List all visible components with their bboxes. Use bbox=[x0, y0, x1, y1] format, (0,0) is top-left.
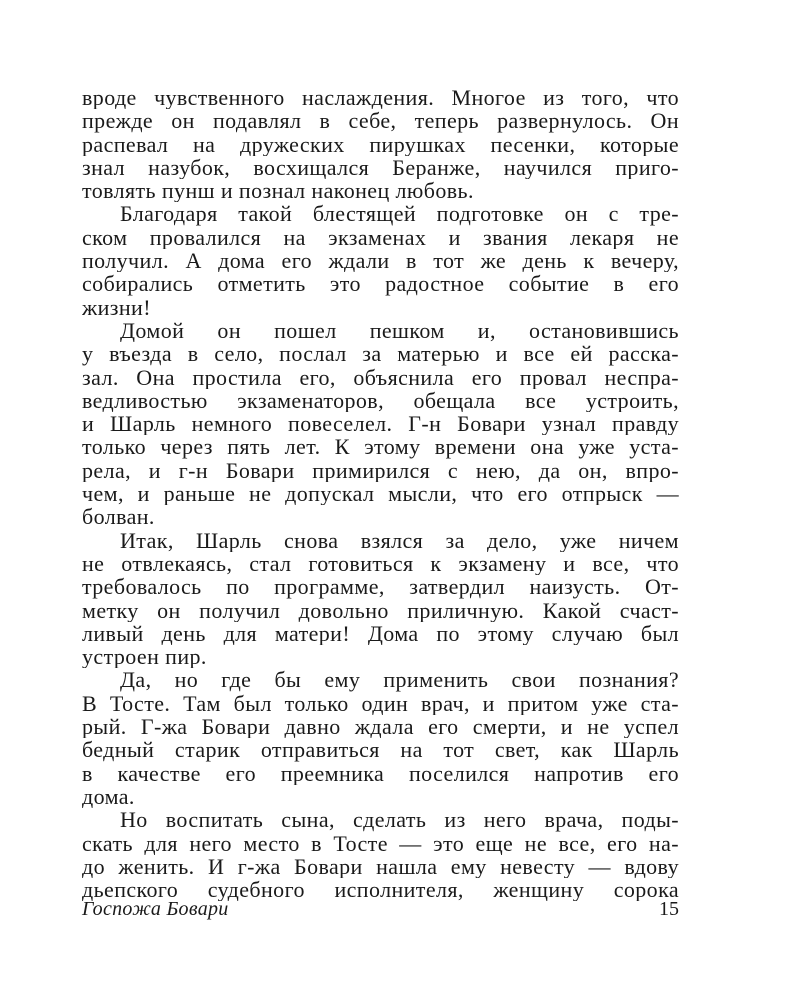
text-line: зал. Она простила его, объяснила его провал неспра- bbox=[82, 365, 679, 389]
text-line: собирались отметить это радостное событие в его bbox=[82, 272, 679, 296]
text-line: получил. А дома его ждали в тот же день к вечеру, bbox=[82, 249, 679, 273]
text-line: ском провалился на экзаменах и звания лекаря не bbox=[82, 225, 679, 250]
text-line: в качестве его преемника поселился напротив его bbox=[82, 761, 679, 785]
paragraph-start-line: Но воспитать сына, сделать из него врача, поды- bbox=[120, 808, 679, 832]
paragraph-start-line: Благодаря такой блестящей подготовке он с тре- bbox=[120, 202, 679, 226]
text-line: товлять пунш и познал наконец любовь. bbox=[82, 179, 474, 203]
text-line: рый. Г-жа Бовари давно ждала его смерти, и не успел bbox=[82, 715, 679, 739]
page-footer bbox=[82, 898, 679, 926]
paragraph-start-line: Да, но где бы ему применить свои познания? bbox=[120, 668, 679, 692]
text-line: только через пять лет. К этому времени она уже уста- bbox=[82, 435, 679, 459]
text-line: скать для него место в Тосте — это еще не все, его на- bbox=[82, 831, 679, 855]
page-number: 15 bbox=[659, 898, 679, 920]
text-line: дьепского судебного исполнителя, женщину сорока bbox=[82, 878, 679, 902]
text-line: устроен пир. bbox=[82, 645, 207, 669]
text-line: знал назубок, восхищался Беранже, научился приго- bbox=[82, 155, 679, 180]
text-line: ведливостью экзаменаторов, обещала все устроить, bbox=[82, 388, 679, 413]
text-line: рела, и г-н Бовари примирился с нею, да он, впро- bbox=[82, 458, 679, 483]
text-line: ливый день для матери! Дома по этому случаю был bbox=[82, 621, 679, 646]
text-line: болван. bbox=[82, 505, 155, 529]
body-text bbox=[82, 86, 679, 901]
book-page bbox=[82, 86, 679, 902]
text-line: жизни! bbox=[82, 295, 151, 319]
paragraph-start-line: Домой он пошел пешком и, остановившись bbox=[120, 318, 679, 343]
text-line: метку он получил довольно приличную. Какой счаст- bbox=[82, 598, 679, 622]
text-line: распевал на дружеских пирушках песенки, которые bbox=[82, 132, 679, 156]
text-line: и Шарль немного повеселел. Г-н Бовари узнал правду bbox=[82, 412, 679, 436]
text-line: бедный старик отправиться на тот свет, как Шарль bbox=[82, 738, 679, 762]
text-line: у въезда в село, послал за матерью и все ей расска- bbox=[82, 342, 679, 366]
text-line: чем, и раньше не допускал мысли, что его отпрыск — bbox=[82, 482, 679, 506]
text-line: В Тосте. Там был только один врач, и притом уже ста- bbox=[82, 691, 679, 716]
paragraph-start-line: Итак, Шарль снова взялся за дело, уже ничем bbox=[120, 528, 679, 552]
text-line: требовалось по программе, затвердил наизусть. От- bbox=[82, 575, 679, 599]
text-line: дома. bbox=[82, 784, 135, 809]
running-title: Госпожа Бовари bbox=[82, 898, 229, 920]
text-line: не отвлекаясь, стал готовиться к экзамену и все, что bbox=[82, 551, 679, 576]
text-line: до женить. И г-жа Бовари нашла ему невесту — вдову bbox=[82, 854, 679, 879]
text-line: прежде он подавлял в себе, теперь развернулось. Он bbox=[82, 109, 679, 133]
text-line: вроде чувственного наслаждения. Многое из того, что bbox=[82, 86, 679, 110]
